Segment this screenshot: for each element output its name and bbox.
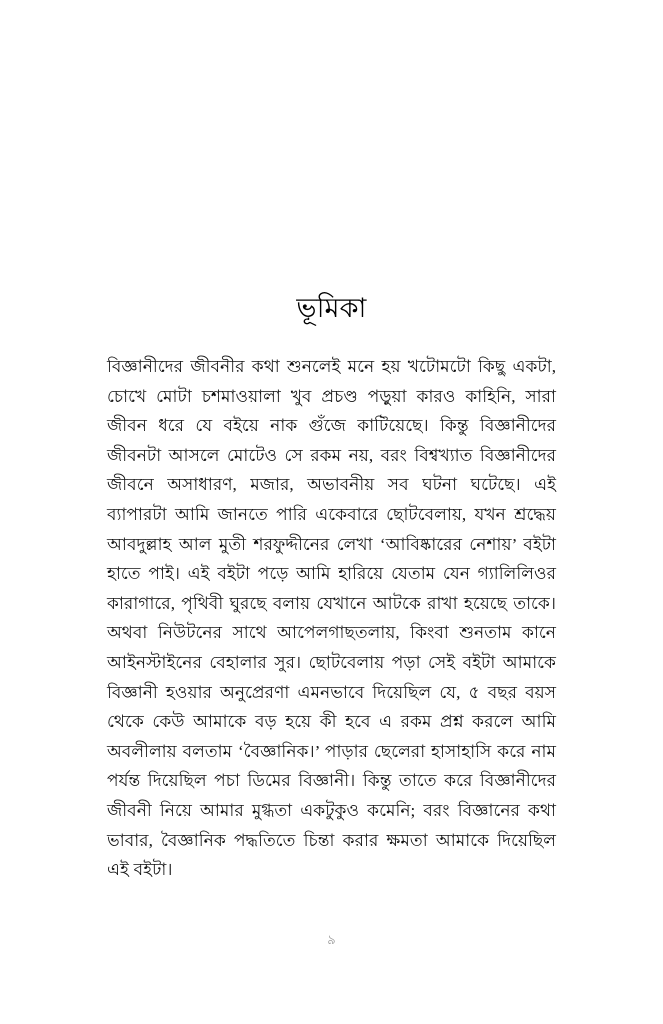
page-number: ৯ — [327, 932, 336, 947]
page-title: ভূমিকা — [296, 293, 367, 323]
chapter-content — [107, 290, 556, 885]
body-paragraph: বিজ্ঞানীদের জীবনীর কথা শুনলেই মনে হয় খটোমটো কিছু একটা, চোখে মোটা চশমাওয়ালা খুব প্রচণ্ড পড়ুয়া কারও কাহিনি, সারা জীবন ধরে যে বইয়ে নাক গুঁজে কাটিয়েছে। কিন্তু বিজ্ঞানীদের জীবনটা আসলে মোটেও সে রকম নয়, বরং বিশ্বখ্যাত বিজ্ঞানীদের জীবনে অসাধারণ, মজার, অভাবনীয় সব ঘটনা ঘটেছে। এই ব্যাপারটা আমি জানতে পারি একেবারে ছোটবেলায়, যখন শ্রদ্ধেয় আবদুল্লাহ আল মুতী শরফুদ্দীনের লেখা ‘আবিষ্কারের নেশায়’ বইটা হাতে পাই। এই বইটা পড়ে আমি হারিয়ে যেতাম যেন গ্যালিলিওর কারাগারে, পৃথিবী ঘুরছে বলায় যেখানে আটকে রাখা হয়েছে তাকে। অথবা নিউটনের সাথে আপেলগাছতলায়, কিংবা শুনতাম কানে আইনস্টাইনের বেহালার সুর। ছোটবেলায় পড়া সেই বইটা আমাকে বিজ্ঞানী হওয়ার অনুপ্রেরণা এমনভাবে দিয়েছিল যে, ৫ বছর বয়স থেকে কেউ আমাকে বড় হয়ে কী হবে এ রকম প্রশ্ন করলে আমি অবলীলায় বলতাম ‘বৈজ্ঞানিক।’ পাড়ার ছেলেরা হাসাহাসি করে নাম পর্যন্ত দিয়েছিল পচা ডিমের বিজ্ঞানী। কিন্তু তাতে করে বিজ্ঞানীদের জীবনী নিয়ে আমার মুগ্ধতা একটুকুও কমেনি; বরং বিজ্ঞানের কথা ভাবার, বৈজ্ঞানিক পদ্ধতিতে চিন্তা করার ক্ষমতা আমাকে দিয়েছিল এই বইটা। — [107, 357, 556, 880]
